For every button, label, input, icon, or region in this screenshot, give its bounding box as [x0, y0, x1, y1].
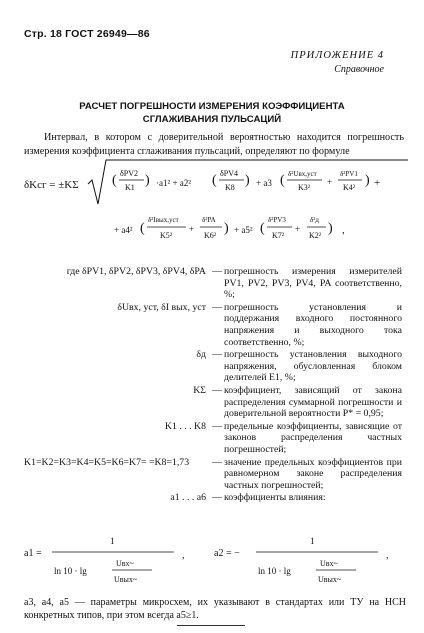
definition-dash: —: [212, 384, 222, 396]
den-k3: K3²: [298, 183, 311, 192]
paren-left: (: [260, 221, 265, 236]
definition-text: коэффициенты влияния:: [224, 492, 326, 504]
paren-right: ): [365, 173, 370, 188]
appendix-subtitle: Справочное: [334, 64, 384, 75]
paren-right: ): [224, 221, 229, 236]
appendix-title: ПРИЛОЖЕНИЕ 4: [290, 50, 384, 61]
definitions-list: [24, 266, 406, 505]
plus-sign: +: [374, 177, 381, 189]
definition-dash: —: [212, 420, 222, 432]
comma: ,: [342, 224, 345, 236]
definition-row: [24, 492, 406, 504]
section-title-line-1: РАСЧЕТ ПОГРЕШНОСТИ ИЗМЕРЕНИЯ КОЭФФИЦИЕНТА: [79, 101, 345, 112]
paren-left: (: [140, 221, 145, 236]
plus-sign: +: [189, 224, 195, 234]
plus-sign: +: [327, 177, 333, 187]
num-pv3: δ²PV3: [268, 216, 286, 224]
comma: ,: [182, 550, 185, 561]
a1-den-log: ln 10 · lg: [54, 566, 87, 576]
paren-left: (: [280, 173, 285, 188]
num-pv2: δPV2: [120, 169, 138, 178]
coef-a1-a2: ·a1² + a2²: [156, 178, 191, 188]
a1-numerator: 1: [110, 536, 115, 546]
definition-symbol: a1 . . . a6: [170, 492, 206, 504]
paren-left: (: [112, 173, 117, 188]
definition-symbol: K1=K2=K3=K4=K5=K6=K7= =K8=1,73: [24, 456, 190, 468]
paren-right: ): [328, 221, 333, 236]
definition-row: [24, 385, 406, 420]
definition-text: значение предельных коэффициентов при равномерном законе распределения частных погрешностей;: [224, 456, 402, 491]
definition-dash: —: [212, 349, 222, 361]
definition-text: погрешность установления и поддержания входного постоянного напряжения и выходного тока соответственно, %;: [224, 301, 402, 348]
definition-text: погрешность измерения измерителей PV1, PV2, PV3, PV4, PA соответственно, %;: [224, 266, 402, 301]
num-d: δ²д: [310, 216, 319, 224]
paren-right: ): [145, 173, 150, 188]
den-k7: K7²: [272, 231, 285, 240]
definition-dash: —: [212, 301, 222, 313]
a2-den-uin: Uвх~: [320, 559, 338, 568]
section-title: [0, 100, 424, 126]
definition-row: [24, 457, 406, 492]
den-k1: K1: [125, 183, 135, 192]
a1-den-uin: Uвх~: [116, 559, 134, 568]
den-k5: K5²: [160, 231, 173, 240]
num-pv4: δPV4: [220, 169, 238, 178]
definition-row: [24, 266, 406, 301]
a2-lhs: a2 = −: [214, 548, 240, 559]
definition-row: [24, 349, 406, 384]
a2-den-uout: Uвых~: [318, 575, 342, 584]
coefficient-formulas-svg: [24, 530, 414, 590]
a1-lhs: a1 =: [24, 548, 42, 559]
a2-den-log: ln 10 · lg: [258, 566, 291, 576]
definition-dash: —: [212, 492, 222, 504]
definition-text: предельные коэффициенты, зависящие от законов распределения частных погрешностей;: [224, 420, 402, 455]
definition-symbol: δUвх, уст, δI вых, уст: [117, 301, 206, 313]
paren-left: (: [212, 173, 217, 188]
definition-text: коэффициент, зависящий от закона распределения суммарной погрешности и доверительной вероятности P* = 0,95;: [224, 384, 402, 420]
a2-numerator: 1: [310, 536, 315, 546]
num-uvx: δ²Uвх,уст: [288, 170, 317, 178]
definition-symbol: δд: [196, 349, 206, 361]
coef-a5: + a5²: [234, 225, 253, 235]
coef-a4: + a4²: [114, 225, 133, 235]
num-pa: δ²PA: [202, 216, 216, 224]
plus-sign: +: [295, 224, 301, 234]
definition-row: [24, 421, 406, 456]
definition-symbol: где δPV1, δPV2, δPV3, δPV4, δPA: [66, 266, 206, 277]
den-k2: K2²: [309, 231, 322, 240]
intro-paragraph: Интервал, в котором с доверительной вероятностью находится погрешность измерения коэффициента сглаживания пульсаций, определяют по формуле: [24, 132, 404, 157]
definition-symbol: KΣ: [193, 384, 206, 396]
comma: ,: [386, 550, 389, 561]
den-k4: K4²: [343, 183, 356, 192]
section-title-line-2: СГЛАЖИВАНИЯ ПУЛЬСАЦИЙ: [142, 114, 282, 125]
den-k6: K6²: [204, 231, 217, 240]
definition-row: [24, 302, 406, 348]
num-ivy: δ²Iвых,уст: [148, 216, 179, 224]
end-rule: [177, 625, 245, 626]
definition-text: погрешность установления выходного напряжения, обусловленная блоком делителей E1, %;: [224, 349, 402, 384]
definition-dash: —: [212, 266, 222, 277]
footnote-paragraph: a3, a4, a5 — параметры микросхем, их указывают в стандартах или ТУ на НСН конкретных типов, при этом всегда a5≥1.: [24, 597, 406, 621]
coef-a3: + a3: [256, 178, 272, 188]
appendix-label: [291, 50, 384, 75]
den-k8: K8: [225, 183, 235, 192]
definition-dash: —: [212, 456, 222, 468]
num-pv1: δ²PV1: [340, 170, 358, 178]
error-formula-svg: [24, 158, 414, 260]
formula-lhs: δKсг = ±KΣ: [24, 179, 79, 191]
coefficient-formulas: [24, 530, 414, 590]
a1-den-uout: Uвых~: [114, 575, 138, 584]
definition-symbol: K1 . . . K8: [164, 420, 206, 432]
paren-right: ): [245, 173, 250, 188]
page-header: Стр. 18 ГОСТ 26949—86: [24, 28, 150, 40]
error-formula: [24, 158, 414, 260]
